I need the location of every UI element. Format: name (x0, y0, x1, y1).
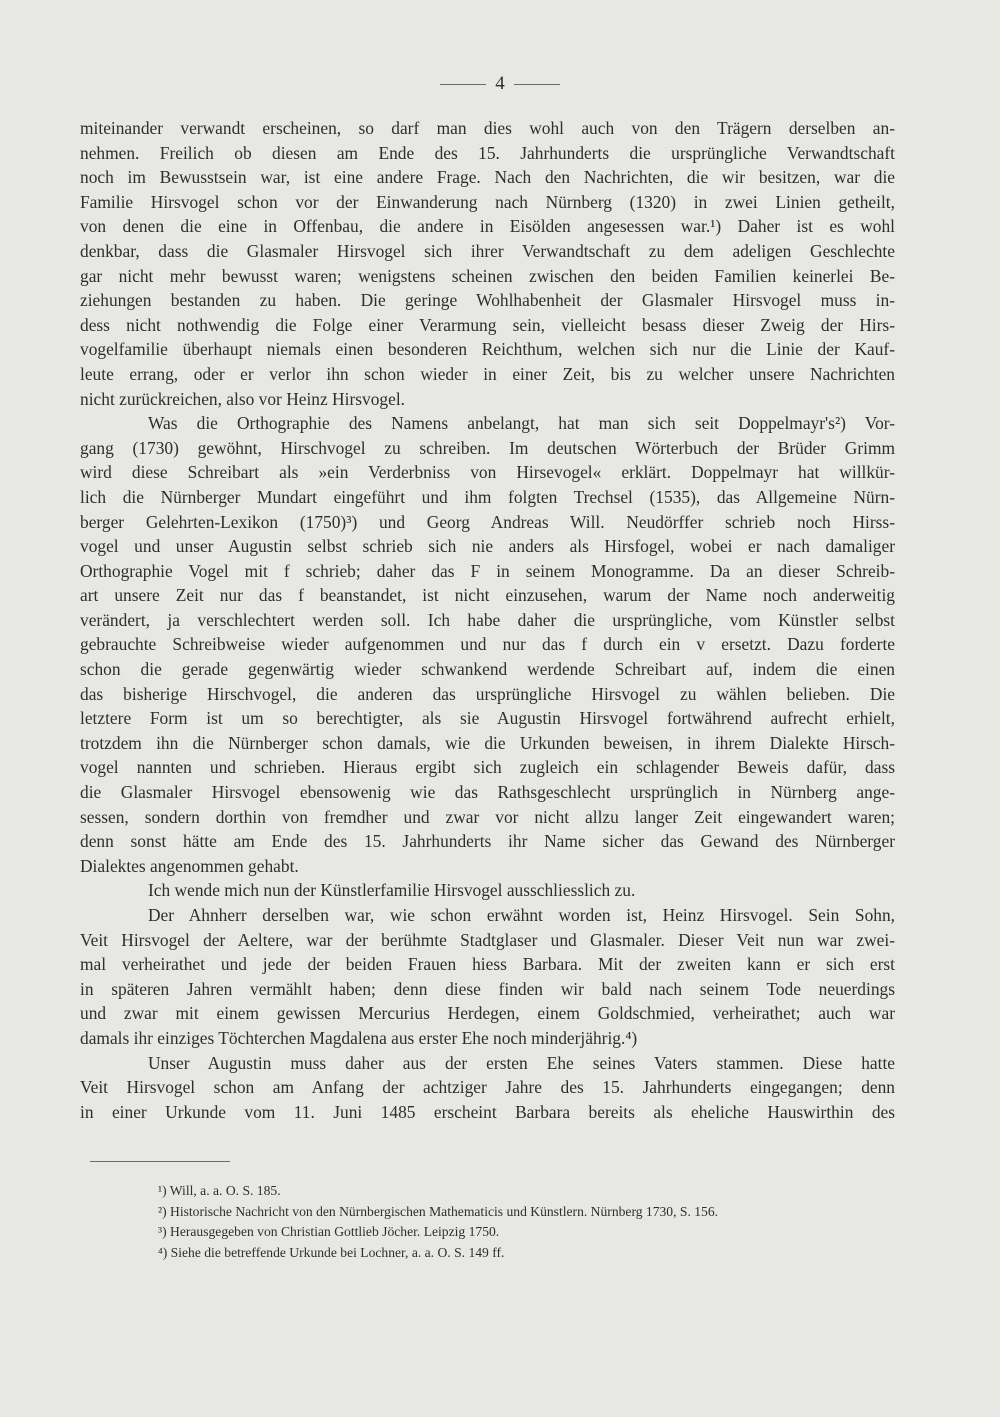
text-line: gebrauchte Schreibweise wieder aufgenommen und nur das f durch ein v ersetzt. Dazu forderte (80, 634, 895, 655)
text-line: noch im Bewusstsein war, ist eine andere Frage. Nach den Nachrichten, die wir besitzen, war die (80, 167, 895, 188)
text-line: in einer Urkunde vom 11. Juni 1485 erscheint Barbara bereits als eheliche Hauswirthin des (80, 1101, 895, 1122)
footnotes (158, 1181, 878, 1263)
text-line: damals ihr einziges Töchterchen Magdalena aus erster Ehe noch minderjährig.⁴) (80, 1027, 638, 1048)
text-line: Dialektes angenommen gehabt. (80, 855, 299, 876)
text-line: berger Gelehrten-Lexikon (1750)³) und Georg Andreas Will. Neudörffer schrieb noch Hirss- (80, 511, 895, 532)
footnote: ³) Herausgegeben von Christian Gottlieb Jöcher. Leipzig 1750. (158, 1224, 500, 1239)
text-line: Familie Hirsvogel schon vor der Einwanderung nach Nürnberg (1320) in zwei Linien getheilt, (80, 191, 895, 212)
text-line: verändert, ja verschlechtert werden soll. Ich habe daher die ursprüngliche, vom Künstler selbst (80, 609, 895, 630)
text-line: Was die Orthographie des Namens anbelangt, hat man sich seit Doppelmayr's²) Vor- (148, 413, 895, 434)
text-line: von denen die eine in Offenbau, die andere in Eisölden angesessen war.¹) Daher ist es wohl (80, 216, 895, 237)
text-line: nicht zurückreichen, also vor Heinz Hirsvogel. (80, 388, 405, 409)
text-line: art unsere Zeit nur das f beanstandet, ist nicht einzusehen, warum der Name noch anderweitig (80, 585, 895, 606)
text-line: nehmen. Freilich ob diesen am Ende des 15. Jahrhunderts die ursprüngliche Verwandtschaft (80, 142, 895, 163)
text-line: Veit Hirsvogel schon am Anfang der achtziger Jahre des 15. Jahrhunderts eingegangen; denn (80, 1077, 895, 1098)
text-line: letztere Form ist um so berechtigter, als sie Augustin Hirsvogel fortwährend aufrecht erhielt, (80, 708, 895, 729)
text-line: vogel nannten und schrieben. Hieraus ergibt sich zugleich ein schlagender Beweis dafür, dass (80, 757, 895, 778)
text-line: Orthographie Vogel mit f schrieb; daher das F in seinem Monogramme. Da an dieser Schreib- (80, 560, 895, 581)
text-line: Der Ahnherr derselben war, wie schon erwähnt worden ist, Heinz Hirsvogel. Sein Sohn, (148, 905, 895, 925)
text-line: wird diese Schreibart als »ein Verderbniss von Hirsevogel« erklärt. Doppelmayr hat willkür- (80, 462, 895, 483)
text-line: denn sonst hätte am Ende des 15. Jahrhunderts ihr Name sicher das Gewand des Nürnberger (80, 831, 895, 852)
header-rule-right (514, 84, 560, 85)
footnote: ¹) Will, a. a. O. S. 185. (158, 1183, 281, 1198)
text-line: die Glasmaler Hirsvogel ebensowenig wie das Rathsgeschlecht ursprünglich in Nürnberg ange- (80, 782, 895, 803)
text-line: denkbar, dass die Glasmaler Hirsvogel sich ihrer Verwandtschaft zu dem adeligen Geschlechte (80, 240, 895, 261)
page-number: 4 (495, 73, 505, 94)
text-line: sessen, sondern dorthin von fremdher und zwar vor nicht allzu langer Zeit eingewandert waren; (80, 806, 895, 827)
text-line: schon die gerade gegenwärtig wieder schwankend werdende Schreibart auf, indem die einen (80, 659, 895, 680)
footnote: ⁴) Siehe die betreffende Urkunde bei Lochner, a. a. O. S. 149 ff. (158, 1244, 505, 1260)
text-line: vogel und unser Augustin selbst schrieb sich nie anders als Hirsfogel, wobei er nach damaliger (80, 536, 895, 557)
text-line: dess nicht nothwendig die Folge einer Verarmung sein, vielleicht besass dieser Zweig der Hirs- (80, 314, 895, 335)
text-line: trotzdem ihn die Nürnberger schon damals, wie die Urkunden beweisen, in ihrem Dialekte Hirsch- (80, 732, 895, 753)
text-line: gar nicht mehr bewusst waren; wenigstens scheinen zwischen den beiden Familien keinerlei Be- (80, 265, 895, 286)
text-line: miteinander verwandt erscheinen, so darf man dies wohl auch von den Trägern derselben an- (80, 118, 895, 138)
body-text (80, 116, 895, 1124)
text-line: Unser Augustin muss daher aus der ersten Ehe seines Vaters stammen. Diese hatte (148, 1052, 895, 1073)
text-line: Ich wende mich nun der Künstlerfamilie Hirsvogel ausschliesslich zu. (148, 880, 636, 901)
page-header (0, 73, 1000, 95)
footnote-divider (90, 1161, 230, 1162)
text-line: das bisherige Hirschvogel, die anderen das ursprüngliche Hirsvogel zu wählen belieben. Die (80, 683, 895, 704)
text-line: Veit Hirsvogel der Aeltere, war der berühmte Stadtglaser und Glasmaler. Dieser Veit nun war zwei- (80, 929, 895, 950)
text-line: ziehungen bestanden zu haben. Die geringe Wohlhabenheit der Glasmaler Hirsvogel muss in- (80, 290, 895, 311)
footnote: ²) Historische Nachricht von den Nürnbergischen Mathematicis und Künstlern. Nürnberg 1730, S. 156. (158, 1203, 719, 1219)
text-line: gang (1730) gewöhnt, Hirschvogel zu schreiben. Im deutschen Wörterbuch der Brüder Grimm (80, 437, 895, 458)
text-line: mal verheirathet und jede der beiden Frauen hiess Barbara. Mit der zweiten kann er sich erst (80, 954, 895, 975)
text-line: in späteren Jahren vermählt haben; denn diese finden wir bald nach seinem Tode neuerdings (80, 978, 895, 999)
text-line: vogelfamilie überhaupt niemals einen besonderen Reichthum, welchen sich nur die Linie der Kauf- (80, 339, 895, 360)
text-line: und zwar mit einem gewissen Mercurius Herdegen, einem Goldschmied, verheirathet; auch war (80, 1003, 895, 1024)
text-line: lich die Nürnberger Mundart eingeführt und ihm folgten Trechsel (1535), das Allgemeine Nürn- (80, 486, 895, 507)
text-line: leute errang, oder er verlor ihn schon wieder in einer Zeit, bis zu welcher unsere Nachrichten (80, 363, 895, 384)
header-rule-left (440, 84, 486, 85)
